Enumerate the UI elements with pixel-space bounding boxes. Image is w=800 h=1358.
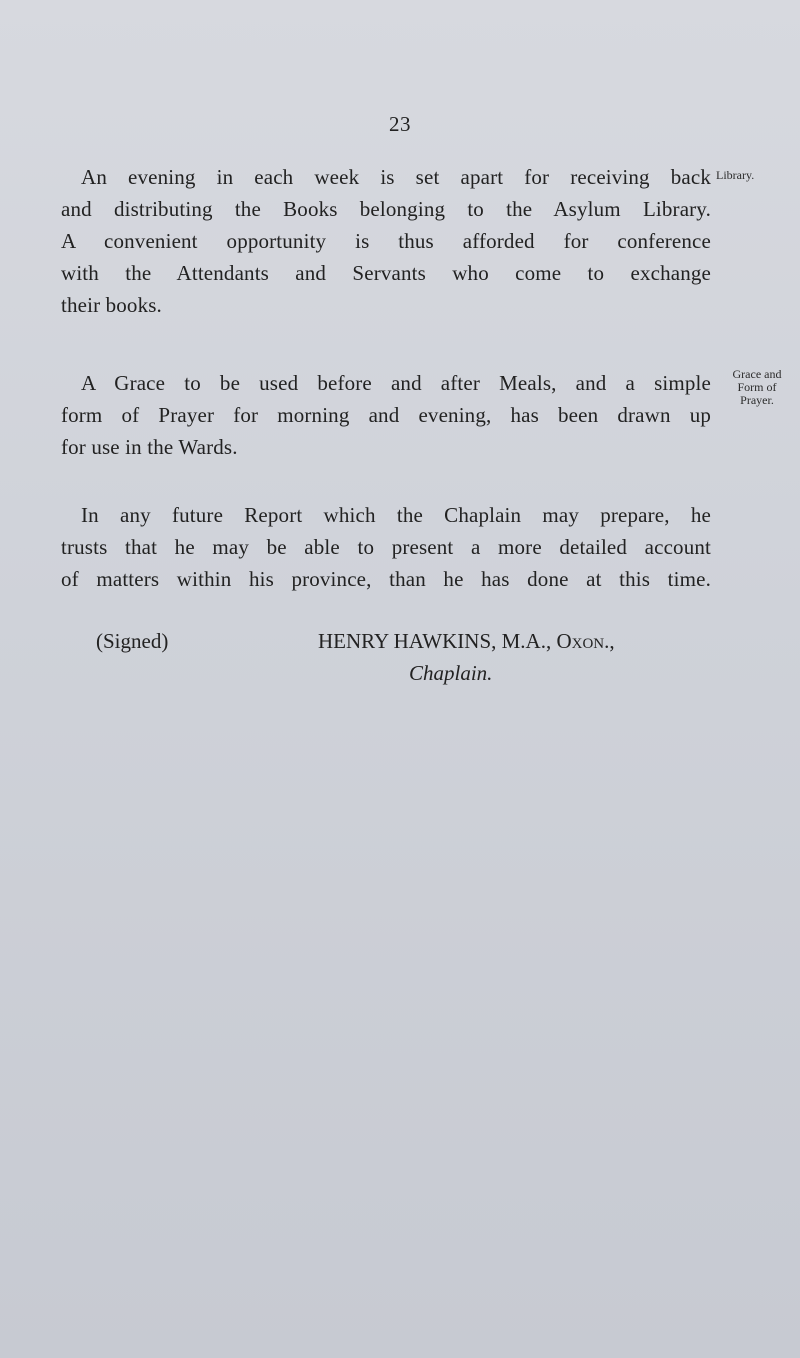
- paragraph-line: and distributing the Books belonging to the Asylum Library.: [61, 197, 711, 221]
- signature-block: [96, 625, 615, 657]
- paragraph-line: their books.: [61, 293, 162, 317]
- margin-note-line: Prayer.: [740, 393, 774, 407]
- signatory-title: Chaplain.: [409, 661, 493, 685]
- paragraph-grace: [61, 367, 711, 463]
- margin-note-line: Library.: [716, 168, 755, 182]
- margin-note-line: Grace and: [732, 367, 782, 381]
- paragraph-line: In any future Report which the Chaplain may prepare, he: [81, 503, 711, 527]
- page-number: 23: [389, 112, 411, 136]
- paragraph-library: [61, 161, 711, 321]
- margin-note-line: Form of: [737, 380, 777, 394]
- degree-suffix: Oxon.,: [556, 629, 615, 653]
- signatory-name: HENRY HAWKINS, M.A.,: [318, 629, 552, 653]
- margin-note-library: [716, 169, 798, 182]
- paragraph-line: for use in the Wards.: [61, 435, 238, 459]
- paragraph-line: An evening in each week is set apart for receiving back: [81, 165, 711, 189]
- paragraph-line: of matters within his province, than he has done at this time.: [61, 567, 711, 591]
- paragraph-line: form of Prayer for morning and evening, has been drawn up: [61, 403, 711, 427]
- paragraph-line: with the Attendants and Servants who come to exchange: [61, 261, 711, 285]
- paragraph-line: A Grace to be used before and after Meals, and a simple: [81, 371, 711, 395]
- paragraph-line: A convenient opportunity is thus afforded for conference: [61, 229, 711, 253]
- signed-label: (Signed): [96, 629, 169, 653]
- paragraph-line: trusts that he may be able to present a more detailed account: [61, 535, 711, 559]
- paragraph-report: [61, 499, 711, 595]
- margin-note-grace: [716, 368, 798, 407]
